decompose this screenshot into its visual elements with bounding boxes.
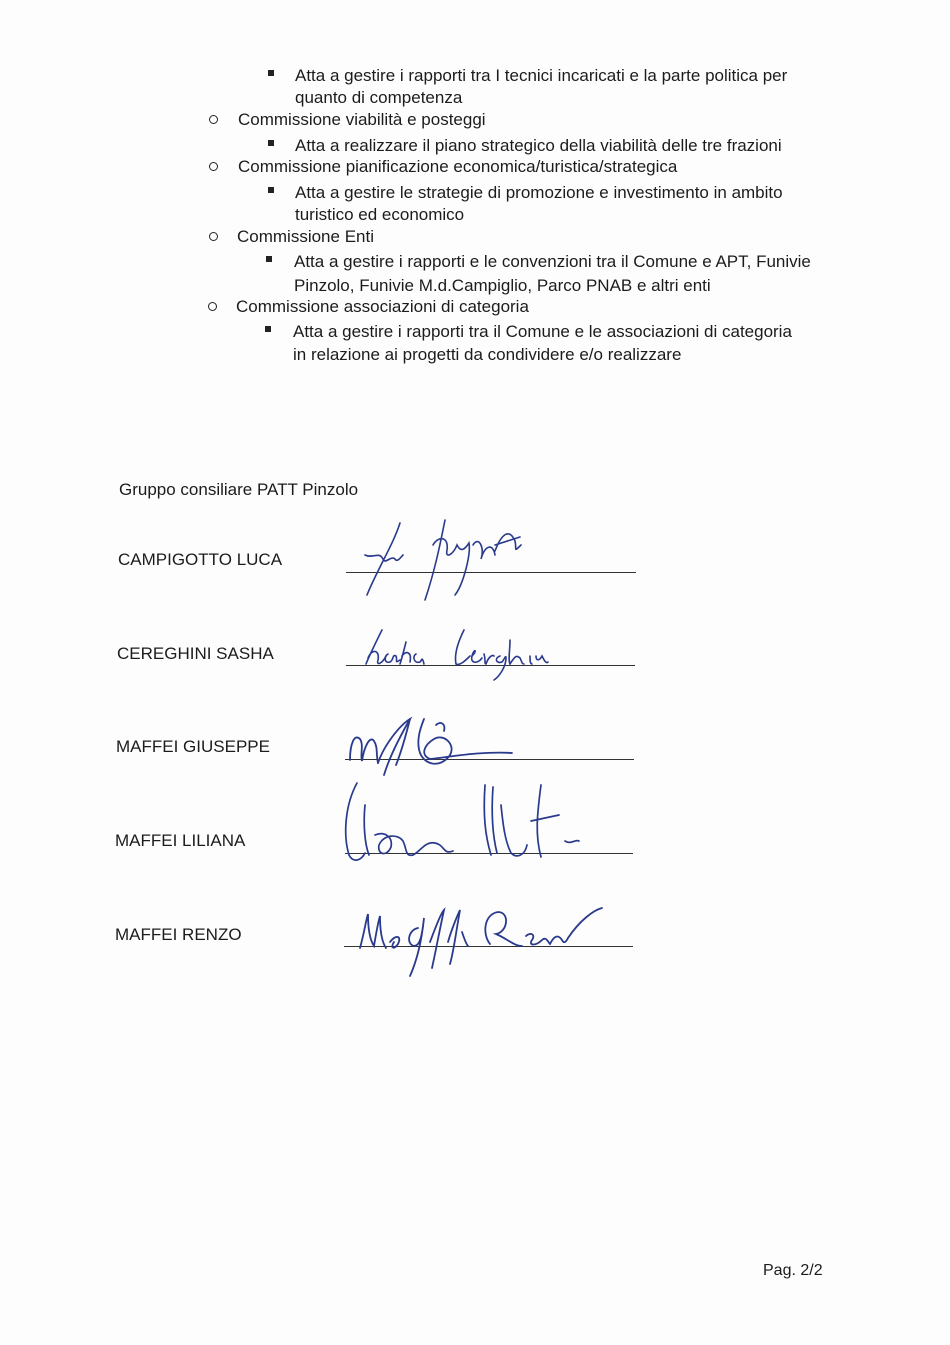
task-line: Pinzolo, Funivie M.d.Campiglio, Parco PNAB e altri enti <box>294 276 711 295</box>
signature-image <box>345 515 535 605</box>
bullet-square-icon <box>268 70 274 76</box>
member-name: MAFFEI GIUSEPPE <box>116 737 270 756</box>
bullet-square-icon <box>266 256 272 262</box>
task-line: in relazione ai progetti da condividere e/o realizzare <box>293 345 682 364</box>
member-name: CEREGHINI SASHA <box>117 644 274 663</box>
signature-image <box>360 620 570 685</box>
bullet-circle-icon <box>209 162 218 171</box>
commission-name: Commissione associazioni di categoria <box>236 297 529 316</box>
signature-image <box>335 775 585 875</box>
task-line: Atta a gestire i rapporti tra il Comune e le associazioni di categoria <box>293 322 792 341</box>
bullet-square-icon <box>268 187 274 193</box>
member-name: MAFFEI RENZO <box>115 925 242 944</box>
bullet-circle-icon <box>209 115 218 124</box>
bullet-circle-icon <box>209 232 218 241</box>
commission-name: Commissione pianificazione economica/turistica/strategica <box>238 157 678 176</box>
task-line: turistico ed economico <box>295 205 465 224</box>
task-line: Atta a gestire le strategie di promozione e investimento in ambito <box>295 183 783 202</box>
signature-image <box>350 898 610 988</box>
task-line: Atta a gestire i rapporti tra I tecnici incaricati e la parte politica per <box>295 66 788 85</box>
bullet-circle-icon <box>208 302 217 311</box>
task-line: Atta a realizzare il piano strategico della viabilità delle tre frazioni <box>295 136 782 155</box>
member-name: MAFFEI LILIANA <box>115 831 246 850</box>
commission-name: Commissione viabilità e posteggi <box>238 110 486 129</box>
task-line: Atta a gestire i rapporti e le convenzioni tra il Comune e APT, Funivie <box>294 252 811 271</box>
bullet-square-icon <box>268 140 274 146</box>
member-name: CAMPIGOTTO LUCA <box>118 550 283 569</box>
group-title: Gruppo consiliare PATT Pinzolo <box>119 480 359 499</box>
commission-name: Commissione Enti <box>237 227 374 246</box>
bullet-square-icon <box>265 326 271 332</box>
page-number: Pag. 2/2 <box>763 1262 823 1279</box>
task-line: quanto di competenza <box>295 88 463 107</box>
